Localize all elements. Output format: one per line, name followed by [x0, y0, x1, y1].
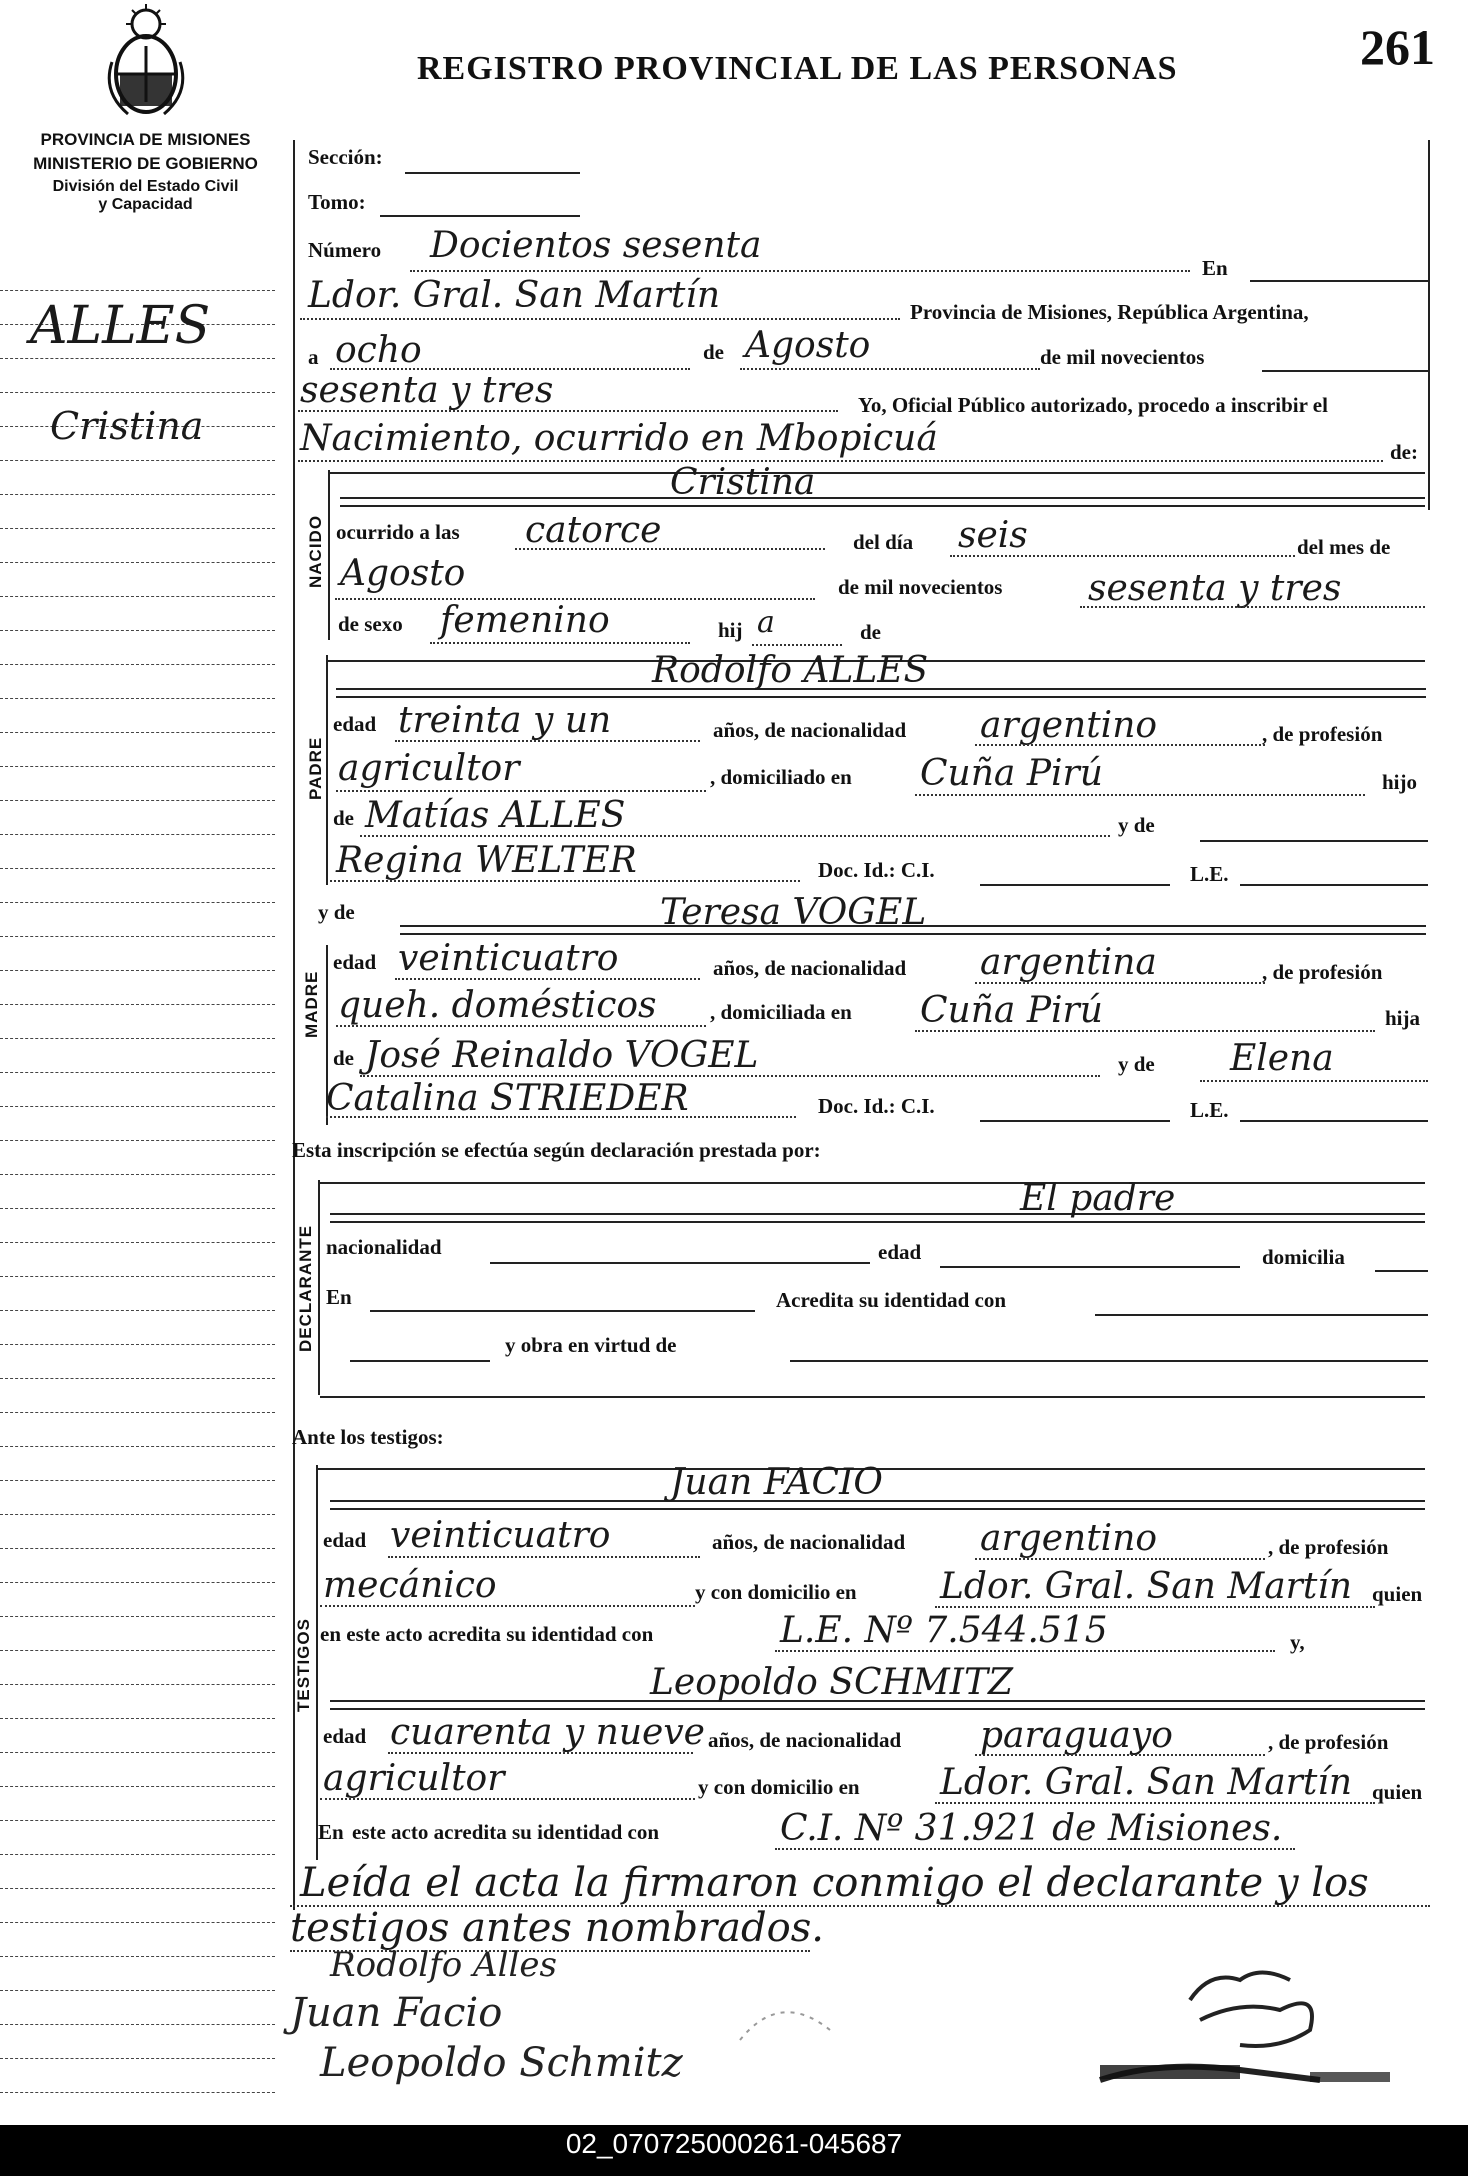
declaracion-text: Esta inscripción se efectúa según declaración prestada por: [292, 1138, 821, 1162]
madre-le-label: L.E. [1190, 1098, 1229, 1122]
numero-field[interactable] [410, 270, 1190, 272]
hij-label: hij [718, 618, 743, 642]
margin-rule [0, 732, 275, 733]
padre-de-label: de [333, 806, 354, 830]
declarante-pre-obra-field[interactable] [350, 1360, 490, 1362]
madre-hija-label: hija [1385, 1006, 1421, 1030]
margin-rule [0, 1684, 275, 1685]
testigo2-edad-value: cuarenta y nueve [390, 1712, 705, 1753]
testigo2-prof-label: , de profesión [1268, 1730, 1389, 1754]
margin-rule [0, 1990, 275, 1991]
madre-y-de-2-label: y de [1118, 1052, 1155, 1076]
declarante-edad-label: edad [878, 1240, 922, 1264]
madre-de-label: de [333, 1046, 354, 1070]
madre-prof-value: queh. domésticos [338, 985, 657, 1026]
margin-rule [0, 1072, 275, 1073]
declarante-section-label: DECLARANTE [296, 1224, 315, 1352]
testigo1-nac-field[interactable] [975, 1558, 1265, 1560]
signature-juan: Juan Facio [290, 1990, 503, 2036]
testigos-bracket [316, 1465, 318, 1860]
sexo-value: femenino [440, 600, 610, 641]
en-field[interactable] [1250, 280, 1430, 282]
declarante-top-rule [320, 1182, 1425, 1184]
margin-rule [0, 1786, 275, 1787]
margin-rule [0, 2092, 275, 2093]
testigo1-quien-label: quien [1372, 1582, 1423, 1606]
margin-rule [0, 392, 275, 393]
padre-section-label: PADRE [306, 736, 325, 800]
acto-value: Nacimiento, ocurrido en Mbopicuá [300, 418, 938, 459]
padre-nac-value: argentino [980, 705, 1158, 746]
margin-rule [0, 1242, 275, 1243]
margin-rule [0, 290, 275, 291]
testigo2-prof-value: agricultor [323, 1758, 505, 1799]
ante-testigos-label: Ante los testigos: [292, 1425, 444, 1449]
padre-prof-field[interactable] [336, 790, 706, 792]
margin-rule [0, 1038, 275, 1039]
anio-nac-field[interactable] [1080, 606, 1425, 608]
dia-nac-field[interactable] [950, 555, 1295, 557]
testigo1-prof-value: mecánico [323, 1565, 497, 1606]
declarante-en-field[interactable] [370, 1310, 755, 1312]
madre-ci-field[interactable] [980, 1120, 1170, 1122]
testigo1-nac-label: años, de nacionalidad [712, 1530, 906, 1554]
oficial-label: Yo, Oficial Público autorizado, procedo a inscribir el [858, 393, 1328, 417]
margin-rule [0, 1106, 275, 1107]
margin-rule [0, 1616, 275, 1617]
padre-dom-label: , domiciliado en [710, 765, 852, 789]
tomo-field[interactable] [380, 215, 580, 217]
lugar-value: Ldor. Gral. San Martín [308, 275, 721, 316]
madre-padre-field[interactable] [360, 1075, 1100, 1077]
testigo2-edad-field[interactable] [388, 1752, 693, 1754]
padre-bracket [326, 655, 328, 885]
margin-rule [0, 1582, 275, 1583]
mes-value: Agosto [745, 325, 871, 366]
nombre-value: Cristina [670, 462, 816, 503]
declarante-bracket [318, 1180, 320, 1395]
margin-surname: ALLES [30, 296, 211, 356]
declarante-obra-label: y obra en virtud de [505, 1333, 677, 1357]
padre-y-de-field[interactable] [1200, 840, 1428, 842]
mes-nac-value: Agosto [340, 553, 466, 594]
footer-code: 02_070725000261-045687 [565, 2128, 903, 2159]
testigo1-y-label: y, [1290, 1630, 1305, 1654]
testigo1-acredita-label: en este acto acredita su identidad con [320, 1622, 654, 1646]
margin-rule [0, 970, 275, 971]
madre-nac-label: años, de nacionalidad [713, 956, 907, 980]
margin-rule [0, 1344, 275, 1345]
page-title: REGISTRO PROVINCIAL DE LAS PERSONAS [417, 50, 1178, 87]
declarante-obra-field[interactable] [790, 1360, 1428, 1362]
declarante-nac-label: nacionalidad [326, 1235, 442, 1259]
padre-prof-value: agricultor [338, 748, 520, 789]
tomo-label: Tomo: [308, 190, 366, 214]
testigo1-nombre-value: Juan FACIO [670, 1462, 883, 1503]
margin-rule [0, 868, 275, 869]
madre-padre-value: José Reinaldo VOGEL [365, 1035, 759, 1076]
declarante-nac-field[interactable] [490, 1262, 870, 1264]
padre-ci-field[interactable] [980, 884, 1170, 886]
margin-rule [0, 1004, 275, 1005]
madre-edad-label: edad [333, 950, 377, 974]
testigo1-dom-field[interactable] [935, 1606, 1375, 1608]
margin-rule [0, 1208, 275, 1209]
declarante-domicilia-label: domicilia [1262, 1245, 1345, 1269]
madre-dom-value: Cuña Pirú [920, 990, 1103, 1031]
testigo1-prof-field[interactable] [320, 1605, 695, 1607]
testigo2-prof-field[interactable] [320, 1798, 695, 1800]
office-line2: MINISTERIO DE GOBIERNO [33, 154, 258, 173]
margin-rule [0, 1140, 275, 1141]
office-line3: División del Estado Civil [52, 178, 239, 195]
margin-rule [0, 800, 275, 801]
margin-rule [0, 1378, 275, 1379]
testigos-section-label: TESTIGOS [294, 1618, 313, 1712]
hij-field[interactable] [752, 644, 842, 646]
signature-leopoldo: Leopoldo Schmitz [320, 2040, 683, 2086]
padre-prof-label: , de profesión [1262, 722, 1383, 746]
margin-rule [0, 596, 275, 597]
padre-nombre-value: Rodolfo ALLES [652, 650, 929, 691]
del-mes-label: del mes de [1297, 535, 1391, 559]
margin-rule [0, 1956, 275, 1957]
testigo1-nac-value: argentino [980, 1518, 1158, 1559]
madre-le-field[interactable] [1240, 1120, 1428, 1122]
testigo2-acredita-label: este acto acredita su identidad con [352, 1820, 660, 1844]
margin-rule [0, 936, 275, 937]
hora-field[interactable] [515, 548, 825, 550]
margin-rule [0, 562, 275, 563]
declarante-acredita-label: Acredita su identidad con [776, 1288, 1007, 1312]
margin-rule [0, 1514, 275, 1515]
numero-label: Número [308, 238, 382, 262]
madre-doc-label: Doc. Id.: C.I. [818, 1094, 935, 1118]
testigo1-edad-field[interactable] [388, 1556, 700, 1558]
padre-padre-value: Matías ALLES [365, 795, 626, 836]
de2-label: de [860, 620, 881, 644]
padre-padre-field[interactable] [360, 835, 1110, 837]
office-line1: PROVINCIA DE MISIONES [40, 130, 251, 149]
declarante-edad-field[interactable] [940, 1266, 1240, 1268]
madre-prof-label: , de profesión [1262, 960, 1383, 984]
ocurrido-label: ocurrido a las [336, 520, 460, 544]
testigo2-quien-label: quien [1372, 1780, 1423, 1804]
signature-rodolfo: Rodolfo Alles [330, 1945, 557, 1985]
mil-nov-field[interactable] [1262, 370, 1430, 372]
testigo2-name-rule-2 [330, 1708, 1425, 1710]
anio-value: sesenta y tres [300, 370, 554, 411]
margin-rule [0, 1888, 275, 1889]
padre-edad-value: treinta y un [398, 700, 612, 741]
testigo1-dom-label: y con domicilio en [695, 1580, 857, 1604]
a-label: a [308, 345, 319, 369]
nacido-bracket [328, 470, 330, 640]
declarante-acredita-field[interactable] [1095, 1314, 1428, 1316]
margin-rule [0, 1480, 275, 1481]
argentina-coat-of-arms-icon [98, 2, 194, 120]
padre-nac-label: años, de nacionalidad [713, 718, 907, 742]
madre-y-de-label: y de [318, 900, 355, 924]
testigo1-edad-label: edad [323, 1528, 367, 1552]
declarante-nombre-value: El padre [1020, 1178, 1176, 1219]
acto-field[interactable] [298, 460, 1383, 462]
padre-hijo-label: hijo [1382, 770, 1418, 794]
madre-dom-label: , domiciliada en [710, 1000, 852, 1024]
nombre-double-rule-top [340, 497, 1425, 499]
form-right-border [1428, 140, 1430, 510]
margin-rule [0, 834, 275, 835]
testigo2-nac-field[interactable] [975, 1754, 1265, 1756]
margin-rule [0, 766, 275, 767]
dia-nac-value: seis [958, 515, 1028, 556]
seccion-field[interactable] [405, 172, 580, 174]
margin-rule [0, 494, 275, 495]
testigo2-nac-label: años, de nacionalidad [708, 1728, 902, 1752]
testigo1-prof-label: , de profesión [1268, 1535, 1389, 1559]
madre-edad-value: veinticuatro [398, 938, 619, 979]
margin-rule [0, 1174, 275, 1175]
margin-rule [0, 2058, 275, 2059]
closing-line1: Leída el acta la firmaron conmigo el declarante y los [300, 1860, 1369, 1906]
testigo1-doc-field[interactable] [775, 1650, 1275, 1652]
dia-value: ocho [335, 330, 422, 371]
madre-madre-a-field[interactable] [1200, 1080, 1428, 1082]
margin-rule [0, 1412, 275, 1413]
margin-rule [0, 1650, 275, 1651]
sexo-field[interactable] [430, 642, 690, 644]
madre-nombre-value: Teresa VOGEL [660, 892, 927, 933]
margin-rule [0, 698, 275, 699]
testigo1-edad-value: veinticuatro [390, 1515, 611, 1556]
madre-nac-value: argentina [980, 942, 1157, 983]
margin-rule [0, 664, 275, 665]
hij-suffix: a [757, 605, 775, 640]
padre-le-field[interactable] [1240, 884, 1428, 886]
testigo2-doc-value: C.I. Nº 31.921 de Misiones. [780, 1808, 1283, 1849]
padre-dom-value: Cuña Pirú [920, 753, 1103, 794]
margin-rule [0, 902, 275, 903]
mes-field[interactable] [740, 368, 1040, 370]
madre-madre-b-field[interactable] [326, 1116, 796, 1118]
page-number: 261 [1360, 19, 1435, 75]
margin-rule [0, 1820, 275, 1821]
testigo2-edad-label: edad [323, 1724, 367, 1748]
declarante-name-rule [330, 1213, 1425, 1215]
testigo2-doc-field[interactable] [775, 1848, 1295, 1850]
margin-rule [0, 1854, 275, 1855]
office-line4: y Capacidad [98, 196, 193, 213]
nacido-top-rule [330, 472, 1425, 474]
madre-prof-field[interactable] [336, 1025, 706, 1027]
testigo2-nombre-value: Leopoldo SCHMITZ [650, 1662, 1013, 1703]
office-block [8, 130, 283, 214]
padre-nac-field[interactable] [975, 744, 1265, 746]
testigo2-dom-value: Ldor. Gral. San Martín [940, 1762, 1353, 1803]
del-dia-label: del día [853, 530, 914, 554]
closing-line2: testigos antes nombrados. [290, 1905, 824, 1951]
testigo2-dom-field[interactable] [935, 1802, 1375, 1804]
testigo2-nac-value: paraguayo [980, 1715, 1173, 1756]
margin-rule [0, 358, 275, 359]
margin-rule [0, 1548, 275, 1549]
margin-rule [0, 528, 275, 529]
testigo1-name-rule-2 [330, 1508, 1425, 1510]
madre-madre-b-value: Catalina STRIEDER [326, 1078, 689, 1119]
madre-nac-field[interactable] [975, 982, 1265, 984]
margin-rule [0, 1276, 275, 1277]
padre-dom-field[interactable] [915, 794, 1365, 796]
madre-section-label: MADRE [302, 970, 321, 1038]
margin-rule [0, 1718, 275, 1719]
sexo-label: de sexo [338, 612, 403, 636]
de-colon-label: de: [1390, 440, 1418, 464]
testigo1-doc-value: L.E. Nº 7.544.515 [780, 1610, 1108, 1651]
padre-madre-value: Regina WELTER [336, 840, 637, 881]
margin-rule [0, 630, 275, 631]
testigo2-dom-label: y con domicilio en [698, 1775, 860, 1799]
numero-value: Docientos sesenta [430, 225, 762, 266]
madre-name-rule-2 [400, 933, 1426, 935]
padre-doc-label: Doc. Id.: C.I. [818, 858, 935, 882]
padre-le-label: L.E. [1190, 862, 1229, 886]
en-label: En [1202, 256, 1228, 280]
mil-novecientos-label: de mil novecientos [1040, 345, 1205, 369]
padre-y-de-label: y de [1118, 813, 1155, 837]
margin-rule [0, 1922, 275, 1923]
de-mil-label: de mil novecientos [838, 575, 1003, 599]
nacido-section-label: NACIDO [306, 514, 325, 588]
margin-given-name: Cristina [50, 404, 204, 448]
testigo2-en-label: En [318, 1820, 344, 1844]
margin-rule [0, 2024, 275, 2025]
declarante-dom-field[interactable] [1375, 1270, 1428, 1272]
declarante-en-label: En [326, 1285, 352, 1309]
anio-nac-value: sesenta y tres [1088, 568, 1342, 609]
margin-rule [0, 460, 275, 461]
lugar-field[interactable] [300, 318, 900, 320]
de-label: de [703, 340, 724, 364]
padre-name-rule-2 [336, 696, 1426, 698]
anio-field[interactable] [298, 410, 838, 412]
padre-madre-field[interactable] [330, 880, 800, 882]
madre-edad-field[interactable] [395, 978, 700, 980]
margin-rule [0, 1752, 275, 1753]
padre-edad-label: edad [333, 712, 377, 736]
seccion-label: Sección: [308, 145, 383, 169]
nombre-double-rule-bottom [340, 505, 1425, 507]
declarante-bottom-rule [320, 1396, 1425, 1398]
madre-madre-a-value: Elena [1230, 1038, 1334, 1079]
testigo1-dom-value: Ldor. Gral. San Martín [940, 1566, 1353, 1607]
madre-dom-field[interactable] [915, 1030, 1375, 1032]
padre-edad-field[interactable] [395, 740, 700, 742]
margin-rule [0, 1446, 275, 1447]
hora-value: catorce [525, 510, 662, 551]
margin-rule [0, 1310, 275, 1311]
declarante-name-rule-2 [330, 1221, 1425, 1223]
official-signature-and-stamp [720, 1960, 1420, 2100]
provincia-label: Provincia de Misiones, República Argentina, [910, 300, 1309, 324]
